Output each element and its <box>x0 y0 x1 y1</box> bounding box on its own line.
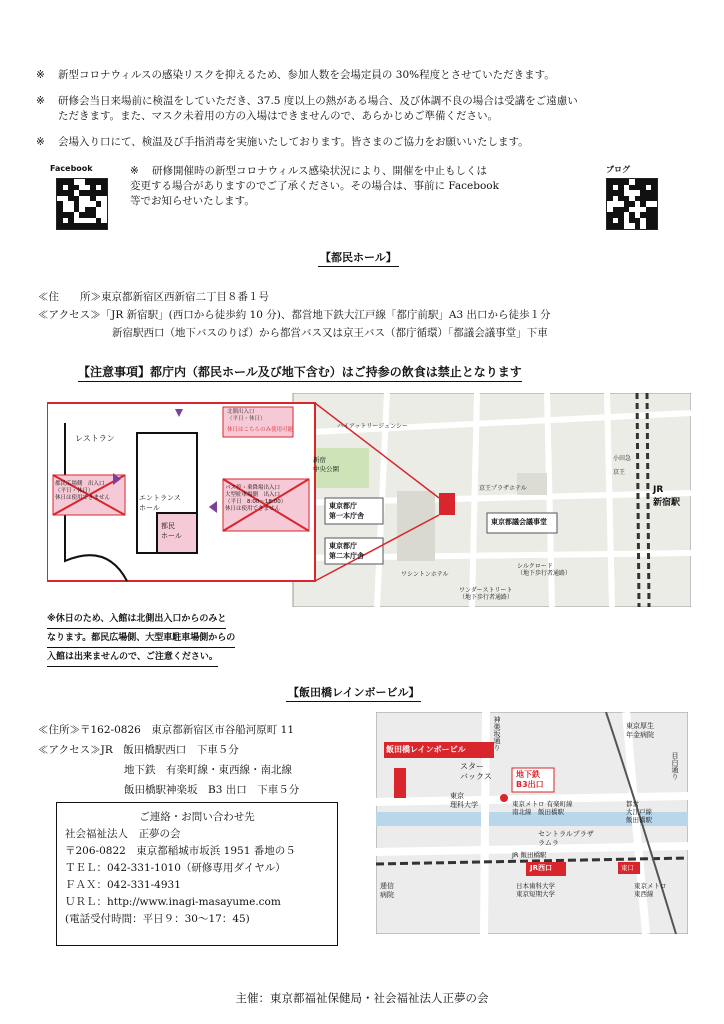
map-metro: 東京メトロ 有楽町線 南北線 飯田橋駅 <box>512 800 573 816</box>
facebook-label: Facebook <box>50 164 93 173</box>
iidabashi-access-3: 飯田橋駅神楽坂 B3 出口 下車５分 <box>124 784 300 796</box>
contact-org: 社会福祉法人 正夢の会 <box>65 828 181 840</box>
map-central-park: 新宿 中央公園 <box>313 456 339 473</box>
contact-tel: ＴＥＬ：042-331-1010（研修専用ダイヤル） <box>65 862 286 874</box>
map-jr-shinjuku: JR 新宿駅 <box>653 485 681 508</box>
floor-north-note: 休日はこちらのみ使用可能 <box>227 427 294 433</box>
floor-restaurant: レストラン <box>75 434 115 443</box>
map-dental: 日本歯科大学 東京短期大学 <box>516 882 555 898</box>
facebook-qr-code[interactable] <box>56 178 108 230</box>
blog-label: ブログ <box>606 165 630 174</box>
floor-plaza-entrance: 都民広場側 出入口 （平日・休日） 休日は使用できません <box>55 481 111 501</box>
map-east-exit: 東口 <box>621 864 634 872</box>
map-toei: 都営 大江戸線 飯田橋駅 <box>626 800 652 824</box>
iidabashi-access-1: ≪アクセス≫JR 飯田橋駅西口 下車５分 <box>38 744 239 756</box>
contact-url[interactable]: ＵＲＬ：http://www.inagi-masayume.com <box>65 896 281 908</box>
map-assembly: 東京都議会議事堂 <box>491 518 547 526</box>
floor-north-entrance: 北側出入口 （平日・休日） <box>227 409 266 422</box>
iidabashi-address: ≪住所≫〒162-0826 東京都新宿区市谷船河原町 11 <box>38 724 295 736</box>
note-cancellation: ※ 研修開催時の新型コロナウィルス感染状況により、開催を中止もしくは 変更する場合がありますのでご了承ください。その場合は、事前に Facebook 等でお知らせいたします。 <box>130 165 499 207</box>
contact-hours: (電話受付時間：平日９：30〜17：45) <box>65 913 250 925</box>
iidabashi-access-2: 地下鉄 有楽町線・東西線・南北線 <box>124 764 292 776</box>
tomin-address: ≪住 所≫東京都新宿区西新宿二丁目８番１号 <box>38 291 269 303</box>
footer-organizer: 主催：東京都福祉保健局・社会福祉法人正夢の会 <box>235 991 489 1005</box>
caution-food: 【注意事項】都庁内（都民ホール及び地下含む）はご持参の飲食は禁止となります <box>78 363 522 382</box>
map-jr-west: JR西口 <box>530 864 552 872</box>
iidabashi-title: 【飯田橋レインボービル】 <box>286 684 421 702</box>
map-starbucks: スター バックス <box>460 762 492 781</box>
map-odakyu: 小田急 <box>613 455 632 462</box>
map-keio: 京王 <box>613 469 626 476</box>
map-kagurazaka: 神楽坂通り <box>493 716 501 751</box>
map-keio-plaza: 京王プラザホテル <box>479 485 527 492</box>
contact-box <box>56 802 338 946</box>
map-jr-iidabashi: JR 飯田橋駅 <box>512 851 547 859</box>
map-rika: 東京 理科大学 <box>450 792 478 809</box>
tomin-access-1: ≪アクセス≫「JR 新宿駅」(西口から徒歩約 10 分)、都営地下鉄大江戸線「都庁前駅」A3 出口から徒歩１分 <box>38 309 551 321</box>
map-washington: ワシントンホテル <box>401 571 449 578</box>
iidabashi-map <box>376 712 688 934</box>
tomin-hall-title: 【都民ホール】 <box>318 249 399 267</box>
floor-entrance: エントランス ホール <box>139 494 181 512</box>
tomin-hall-map <box>47 393 691 607</box>
map-wonder-street: ワンダーストリート （地下歩行者通路） <box>459 587 514 601</box>
contact-fax: ＦＡＸ：042-331-4931 <box>65 879 181 891</box>
map-tower-1: 東京都庁 第一本庁舎 <box>329 502 364 520</box>
floor-bus-entrance: バス停・乗降場出入口 大型駐車場側 出入口 （平日 8:00〜18:00） 休日は使用できません <box>225 485 287 512</box>
map-silk-road: シルクロード （地下歩行者通路） <box>517 563 572 577</box>
map-tozai: 東京メトロ 東西線 <box>634 882 667 898</box>
map-rainbow-building: 飯田橋レインボービル <box>386 745 466 754</box>
holiday-note: ※休日のため、入館は北側出入口からのみと なります。都民広場側、大型車駐車場側からの 入館は出来ませんので、ご注意ください。 <box>47 610 235 667</box>
contact-heading: ご連絡・お問い合わせ先 <box>139 811 255 823</box>
blog-qr-code[interactable] <box>606 178 658 230</box>
note-temperature: ※ 研修会当日来場前に検温をしていただき、37.5 度以上の熱がある場合、及び体調不良の場合は受講をご遠慮い ただきます。また、マスク未着用の方の入場はできませんので、あらかじめご準備ください。 <box>36 95 578 122</box>
tomin-access-2: 新宿駅西口（地下バスのりば）から都営バス又は京王バス（都庁循環）「都議会議事堂」下車 <box>112 327 548 339</box>
floor-hall: 都民 ホール <box>161 522 182 540</box>
map-central-plaza: セントラルプラザ ラムラ <box>538 830 594 847</box>
note-disinfection: ※ 会場入り口にて、検温及び手指消毒を実施いたしております。皆さまのご協力をお願いいたします。 <box>36 136 529 148</box>
map-b3-exit: 地下鉄 B3出口 <box>516 770 544 789</box>
map-kosei: 東京厚生 年金病院 <box>626 722 654 739</box>
note-capacity: ※ 新型コロナウィルスの感染リスクを抑えるため、参加人数を会場定員の 30%程度とさせていただきます。 <box>36 69 555 81</box>
map-tower-2: 東京都庁 第二本庁舎 <box>329 542 364 560</box>
map-mejiro: 目白通り <box>671 752 679 780</box>
map-teishin: 逓信 病院 <box>380 882 394 899</box>
contact-address: 〒206-0822 東京都稲城市坂浜 1951 番地の５ <box>65 845 296 857</box>
map-hyatt: ハイアットリージェンシー <box>337 423 409 430</box>
